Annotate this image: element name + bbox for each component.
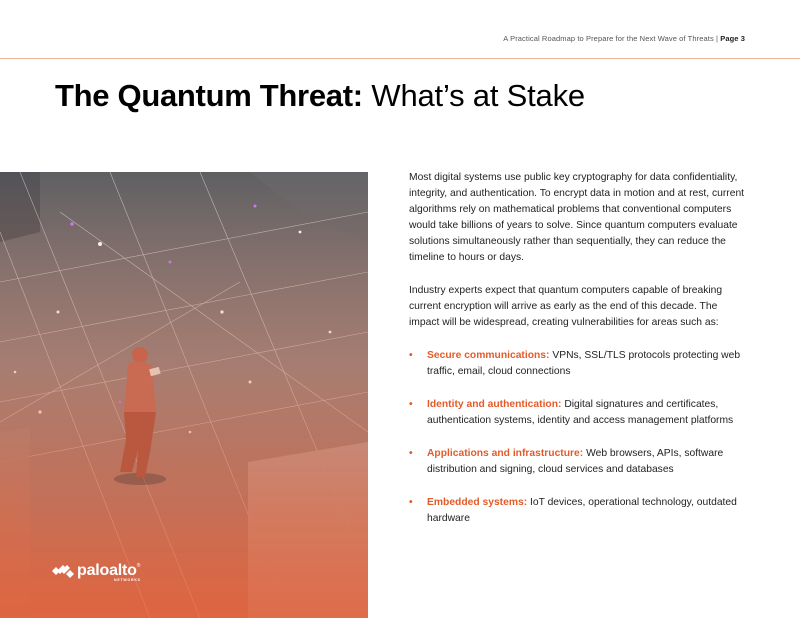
- bullet-text: Web browsers, APIs, software distribution and signing, cloud services and databases: [427, 448, 724, 475]
- bullet-dot: •: [409, 350, 413, 361]
- body-text: [409, 170, 749, 544]
- bullet-term: Identity and authentication:: [427, 399, 562, 410]
- list-item: [409, 348, 749, 380]
- bullet-text: IoT devices, operational technology, outdated hardware: [427, 497, 737, 524]
- bullet-term: Secure communications:: [427, 350, 550, 361]
- logo-wordmark: paloalto: [77, 562, 137, 579]
- page-title-bold: The Quantum Threat:: [55, 78, 363, 113]
- intro-paragraph: Most digital systems use public key cryptography for data confidentiality, integrity, and authentication. To encrypt data in motion and at rest, current algorithms rely on mathematical problems that conventional computers would take billions of years to solve. Since quantum computers evaluate solutions simultaneously rather than sequentially, they can reduce the timeline to hours or days.: [409, 172, 745, 263]
- expectation-paragraph: Industry experts expect that quantum computers capable of breaking current encryption will arrive as early as the end of this decade. The impact will be widespread, creating vulnerabilities for areas such as:: [409, 285, 723, 328]
- page-number: Page 3: [720, 34, 745, 43]
- bullet-text: VPNs, SSL/TLS protocols protecting web traffic, email, cloud connections: [427, 350, 741, 377]
- bullet-dot: •: [409, 399, 413, 410]
- bullet-text: Digital signatures and certificates, authentication systems, identity and access management platforms: [427, 399, 734, 426]
- page-title-light: What’s at Stake: [371, 78, 585, 113]
- bullet-term: Applications and infrastructure:: [427, 448, 584, 459]
- list-item: [409, 495, 749, 527]
- running-header: [503, 34, 745, 43]
- paloalto-logo-icon: [52, 562, 74, 580]
- paloalto-logo: [52, 562, 140, 580]
- page-title: [55, 77, 585, 115]
- bullet-dot: •: [409, 497, 413, 508]
- list-item: [409, 397, 749, 429]
- logo-subtitle: NETWORKS: [114, 578, 141, 582]
- header-divider: [0, 58, 800, 59]
- list-item: [409, 446, 749, 478]
- hero-image: [0, 172, 368, 618]
- bullet-term: Embedded systems:: [427, 497, 528, 508]
- impact-list: [409, 348, 749, 527]
- running-title: A Practical Roadmap to Prepare for the Next Wave of Threats |: [503, 34, 719, 43]
- logo-registered-mark: ®: [136, 563, 141, 569]
- bullet-dot: •: [409, 448, 413, 459]
